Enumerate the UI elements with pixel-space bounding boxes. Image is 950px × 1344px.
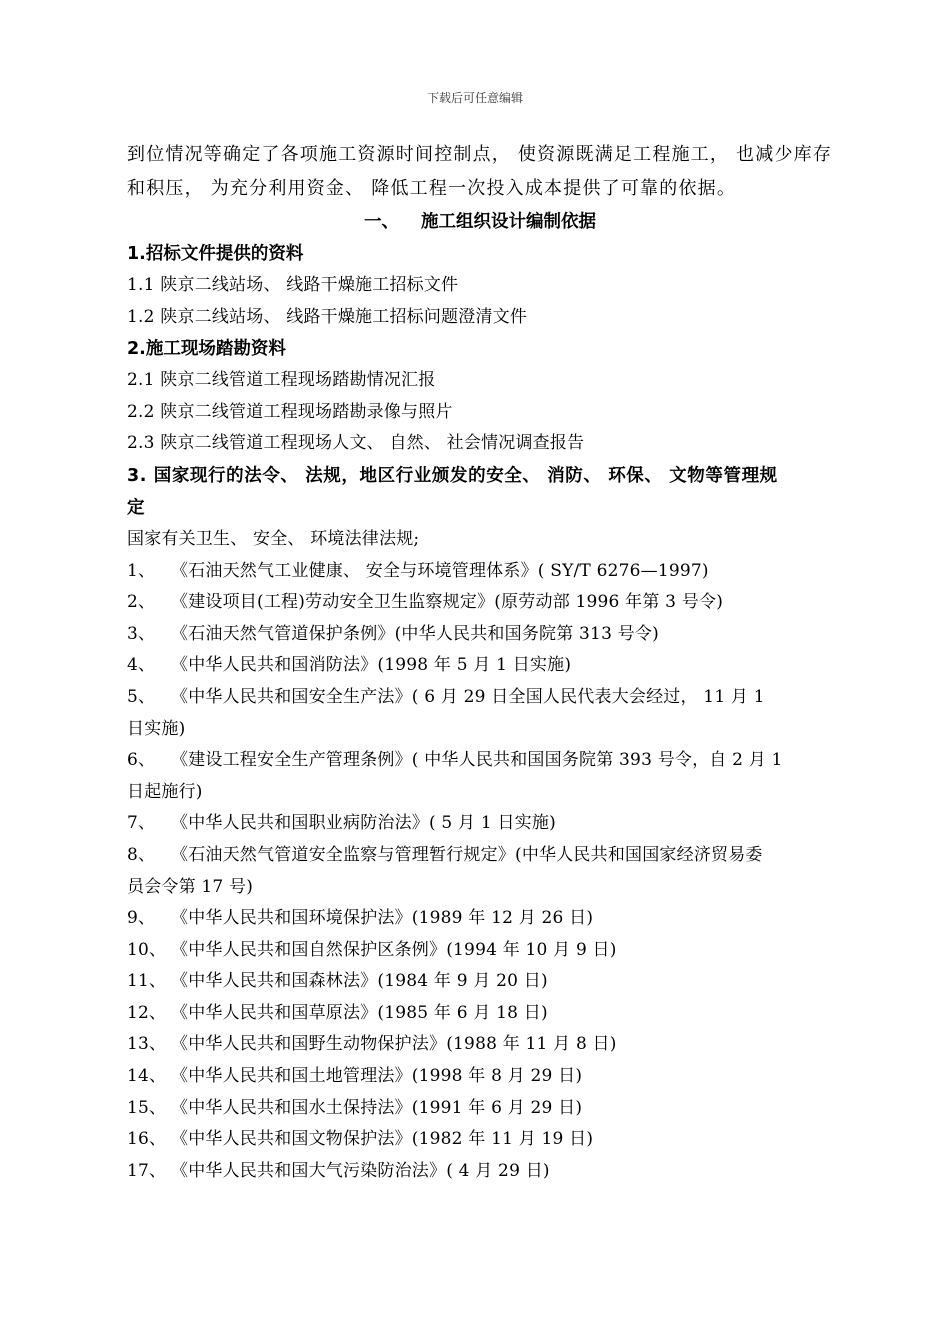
law-item [127,745,833,777]
law-item-text: 《建设项目(工程)劳动安全卫生监察规定》(原劳动部 1996 年第 3 号令) [171,592,724,613]
law-item-number: 15、 [127,1097,167,1118]
law-item-number: 10、 [127,939,167,960]
law-item-number: 17、 [127,1160,167,1181]
law-item-number: 4、 [127,655,156,676]
document-body [127,138,833,1187]
part3-heading: 3. 国家现行的法令、 法规，地区行业颁发的安全、 消防、 环保、 文物等管理规 [127,465,778,486]
part1-heading: 1.招标文件提供的资料 [127,244,304,264]
law-item-number: 16、 [127,1129,167,1150]
law-item-text: 《石油天然气管道保护条例》(中华人民共和国务院第 313 号令) [171,623,659,644]
part1-item: 1.2 陕京二线站场、 线路干燥施工招标问题澄清文件 [127,306,528,327]
law-item-text: 《中华人民共和国自然保护区条例》(1994 年 10 月 9 日) [171,939,617,960]
law-item-number: 11、 [127,971,167,992]
section-title [127,206,833,238]
law-item [127,587,833,619]
law-item-text: 《中华人民共和国环境保护法》(1989 年 12 月 26 日) [171,908,594,929]
header-note: 下载后可任意编辑 [426,91,523,105]
law-item-number: 8、 [127,844,156,865]
law-item [127,650,833,682]
law-item [127,1156,833,1188]
law-item [127,998,833,1030]
law-item [127,1029,833,1061]
law-item-text: 《建设工程安全生产管理条例》( 中华人民共和国国务院第 393 号令，自 2 月 1 [171,750,783,771]
part2-item: 2.3 陕京二线管道工程现场人文、 自然、 社会情况调查报告 [127,433,585,454]
part2-item: 2.1 陕京二线管道工程现场踏勘情况汇报 [127,370,436,391]
law-item [127,903,833,935]
law-item-continuation: 日起施行) [127,781,203,802]
section-title-text: 施工组织设计编制依据 [421,212,596,232]
law-item [127,1061,833,1093]
law-item-text: 《中华人民共和国职业病防治法》( 5 月 1 日实施) [171,813,556,834]
law-item-continuation: 员会令第 17 号) [127,876,254,897]
law-item-text: 《中华人民共和国野生动物保护法》(1988 年 11 月 8 日) [171,1034,617,1055]
law-item-text: 《中华人民共和国大气污染防治法》( 4 月 29 日) [171,1160,550,1181]
law-item-number: 2、 [127,592,156,613]
law-item-text: 《中华人民共和国土地管理法》(1998 年 8 月 29 日) [171,1066,583,1087]
law-item-text: 《中华人民共和国水土保持法》(1991 年 6 月 29 日) [171,1097,583,1118]
law-item-number: 13、 [127,1034,167,1055]
law-item [127,619,833,651]
law-item [127,556,833,588]
part2-heading: 2.施工现场踏勘资料 [127,339,286,360]
law-item [127,1093,833,1125]
law-item [127,1124,833,1156]
law-item-number: 3、 [127,623,156,644]
law-item [127,808,833,840]
law-item-text: 《中华人民共和国森林法》(1984 年 9 月 20 日) [171,971,548,992]
section-number: 一、 [364,212,399,232]
law-item-number: 1、 [127,560,156,581]
intro-line-2: 和积压， 为充分利用资金、 降低工程一次投入成本提供了可靠的依据。 [127,178,737,199]
law-item-number: 7、 [127,813,156,834]
law-item-number: 14、 [127,1066,167,1087]
law-item-text: 《石油天然气管道安全监察与管理暂行规定》(中华人民共和国国家经济贸易委 [171,844,763,865]
intro-line-1: 到位情况等确定了各项施工资源时间控制点， 使资源既满足工程施工， 也减少库存 [127,144,833,165]
law-item [127,935,833,967]
law-item-number: 5、 [127,686,156,707]
part3-lead: 国家有关卫生、 安全、 环境法律法规; [127,528,420,549]
law-item [127,966,833,998]
law-item-text: 《中华人民共和国消防法》(1998 年 5 月 1 日实施) [171,655,572,676]
part2-item: 2.2 陕京二线管道工程现场踏勘录像与照片 [127,401,453,422]
law-item [127,682,833,714]
law-item-text: 《石油天然气工业健康、 安全与环境管理体系》( SY/T 6276—1997) [171,560,709,581]
part3-heading-cont: 定 [127,497,146,518]
law-item-text: 《中华人民共和国安全生产法》( 6 月 29 日全国人民代表大会经过， 11 月 1 [171,686,765,707]
law-item-continuation: 日实施) [127,718,186,739]
law-item [127,840,833,872]
law-list [127,556,833,1188]
part1-item: 1.1 陕京二线站场、 线路干燥施工招标文件 [127,275,459,295]
law-item-number: 9、 [127,908,156,929]
law-item-number: 6、 [127,750,156,771]
law-item-text: 《中华人民共和国文物保护法》(1982 年 11 月 19 日) [171,1129,594,1150]
law-item-number: 12、 [127,1002,167,1023]
law-item-text: 《中华人民共和国草原法》(1985 年 6 月 18 日) [171,1002,548,1023]
